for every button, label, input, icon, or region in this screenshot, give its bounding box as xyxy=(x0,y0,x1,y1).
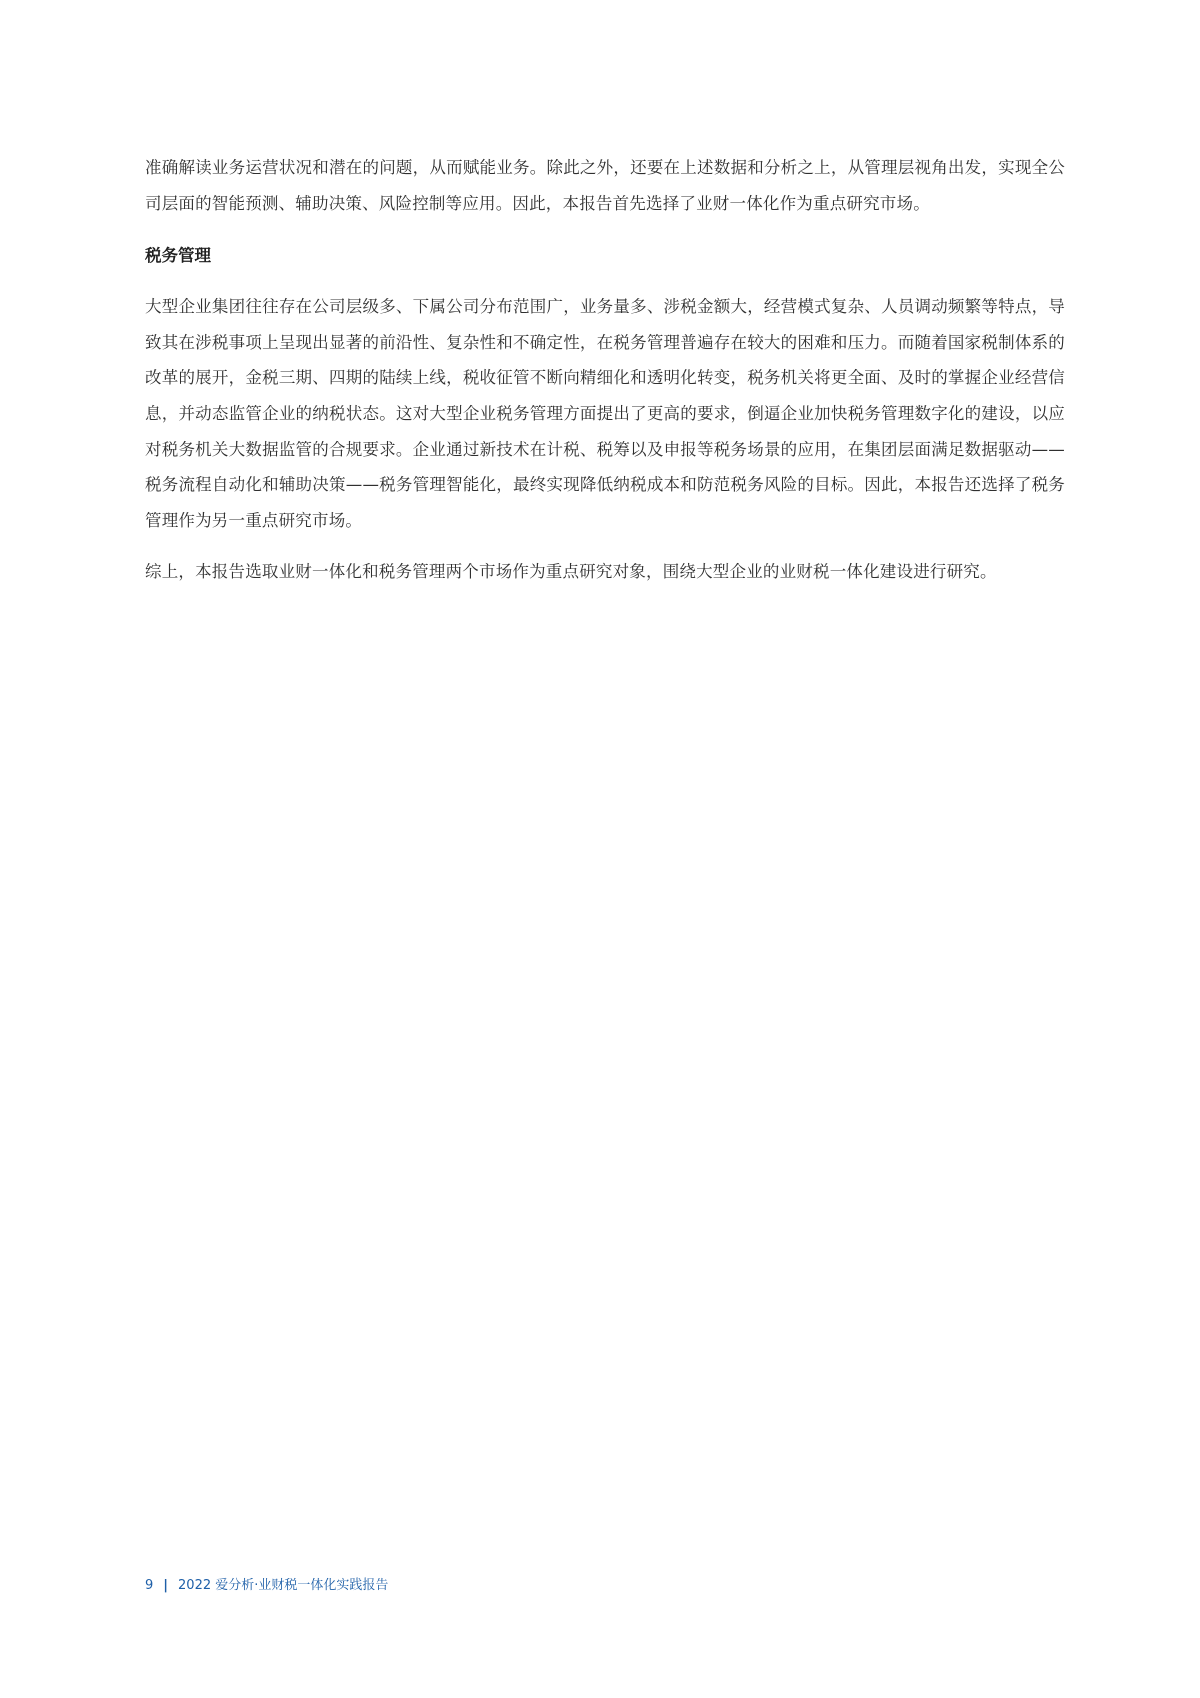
footer-separator: | xyxy=(163,1578,169,1593)
page-number: 9 xyxy=(145,1578,154,1593)
tax-management-paragraph: 大型企业集团往往存在公司层级多、下属公司分布范围广，业务量多、涉税金额大，经营模式复杂、人员调动频繁等特点，导致其在涉税事项上呈现出显著的前沿性、复杂性和不确定性，在税务管理普遍存在较大的困难和压力。而随着国家税制体系的改革的展开，金税三期、四期的陆续上线，税收征管不断向精细化和透明化转变，税务机关将更全面、及时的掌握企业经营信息，并动态监管企业的纳税状态。这对大型企业税务管理方面提出了更高的要求，倒逼企业加快税务管理数字化的建设，以应对税务机关大数据监管的合规要求。企业通过新技术在计税、税筹以及申报等税务场景的应用，在集团层面满足数据驱动——税务流程自动化和辅助决策——税务管理智能化，最终实现降低纳税成本和防范税务风险的目标。因此，本报告还选择了税务管理作为另一重点研究市场。 xyxy=(145,297,1065,530)
report-title: 2022 爱分析·业财税一体化实践报告 xyxy=(178,1578,389,1593)
page-footer xyxy=(145,1576,388,1596)
conclusion-paragraph: 综上，本报告选取业财一体化和税务管理两个市场作为重点研究对象，围绕大型企业的业财税一体化建设进行研究。 xyxy=(145,562,997,582)
page-content xyxy=(145,150,1065,590)
section-heading-tax-management: 税务管理 xyxy=(145,246,211,266)
intro-paragraph: 准确解读业务运营状况和潜在的问题，从而赋能业务。除此之外，还要在上述数据和分析之上，从管理层视角出发，实现全公司层面的智能预测、辅助决策、风险控制等应用。因此，本报告首先选择了业财一体化作为重点研究市场。 xyxy=(145,158,1065,213)
